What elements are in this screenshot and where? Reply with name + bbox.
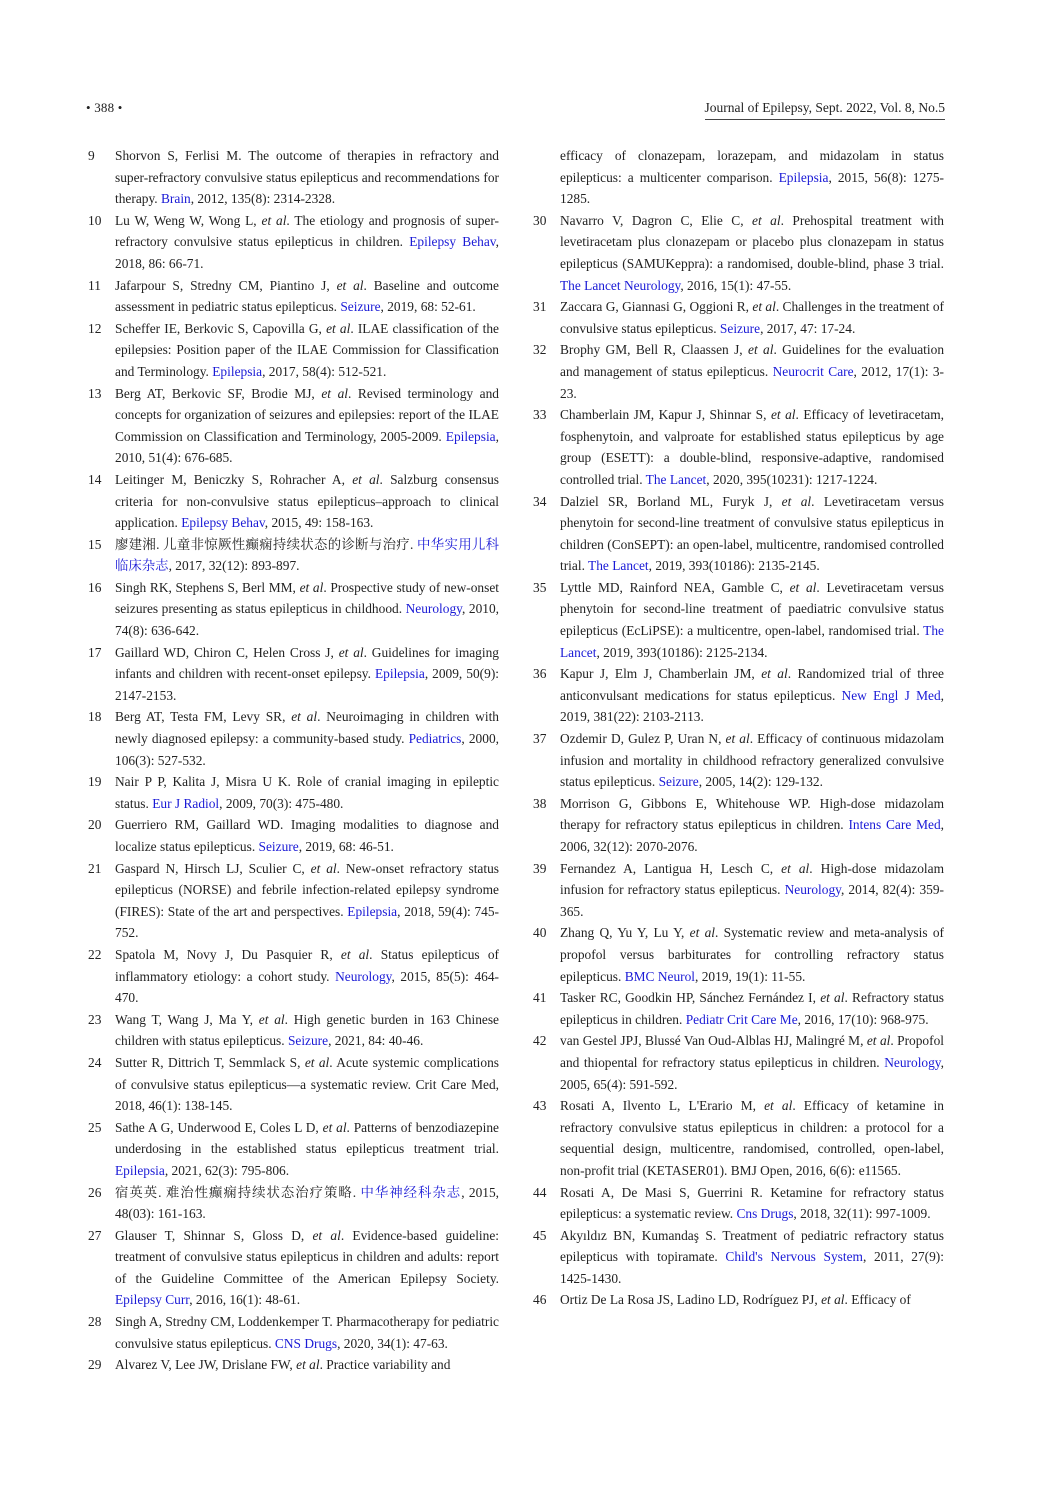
- reference-title: . Efficacy of continuous midazolam infusion and mortality in childhood refractory generalized convulsive status epilepticus.: [560, 731, 944, 790]
- reference-item: [88, 642, 499, 707]
- reference-item: [88, 706, 499, 771]
- reference-citation: , 2016, 15(1): 47-55.: [680, 277, 792, 293]
- reference-number: 22: [88, 946, 102, 962]
- journal-link[interactable]: Neurology: [405, 601, 462, 617]
- reference-title: . High genetic burden in 163 Chinese children with status epilepticus.: [115, 1011, 499, 1049]
- reference-title: . Baseline and outcome assessment in pediatric status epilepticus.: [115, 277, 499, 315]
- reference-authors-title: Jafarpour S, Stredny CM, Piantino J,: [115, 277, 337, 293]
- reference-et-al: et al: [321, 385, 349, 401]
- reference-authors-title: Brophy GM, Bell R, Claassen J,: [560, 342, 749, 358]
- reference-item: [533, 1095, 944, 1181]
- reference-title: . Evidence-based guideline: treatment of convulsive status epilepticus in children and adults: report of the Guideline Committee of the American Epilepsy Society.: [115, 1227, 499, 1286]
- reference-title: . Prehospital treatment with levetiracetam plus clonazepam or placebo plus clonazepam in status epilepticus (SAMUKeppra): a randomised, double-blind, phase 3 trial.: [560, 212, 944, 271]
- reference-citation: , 2019, 393(10186): 2125-2134.: [596, 644, 768, 660]
- reference-item: [88, 1311, 499, 1354]
- reference-authors-title: Morrison G, Gibbons E, Whitehouse WP. High-dose midazolam therapy for refractory status epilepticus in children.: [560, 795, 944, 833]
- reference-item: [88, 858, 499, 944]
- reference-citation: , 2016, 16(1): 48-61.: [189, 1292, 301, 1308]
- reference-number: 18: [88, 709, 102, 725]
- reference-number: 27: [88, 1227, 102, 1243]
- reference-citation: , 2005, 14(2): 129-132.: [698, 774, 823, 790]
- reference-et-al: et al: [752, 212, 781, 228]
- reference-title: . Randomized trial of three anticonvulsant medications for status epilepticus.: [560, 666, 944, 703]
- reference-authors-title: van Gestel JPJ, Blussé Van Oud-Alblas HJ, Malingré M,: [560, 1033, 867, 1049]
- reference-item: [88, 1182, 499, 1225]
- reference-item: [533, 1225, 944, 1290]
- reference-authors-title: Sutter R, Dittrich T, Semmlack S,: [115, 1054, 305, 1070]
- reference-title: . Neuroimaging in children with newly diagnosed epilepsy: a community-based study.: [115, 709, 499, 747]
- reference-citation: , 2012, 135(8): 2314-2328.: [190, 191, 336, 207]
- reference-et-al: et al: [689, 925, 716, 941]
- reference-citation: , 2019, 68: 52-61.: [380, 299, 476, 315]
- journal-link[interactable]: Epilepsy Behav: [409, 234, 496, 250]
- reference-item: [88, 1225, 499, 1311]
- reference-title: . Status epilepticus of inflammatory etiology: a cohort study.: [115, 946, 499, 984]
- reference-number: 24: [88, 1054, 102, 1070]
- journal-link[interactable]: Neurocrit Care: [772, 363, 854, 379]
- reference-et-al: et al: [310, 860, 337, 876]
- reference-number: 42: [533, 1033, 547, 1049]
- reference-title: . Guidelines for the evaluation and management of status epilepticus.: [560, 342, 945, 379]
- reference-number: 15: [88, 536, 102, 552]
- reference-et-al: et al: [748, 342, 774, 358]
- reference-citation: , 2009, 70(3): 475-480.: [219, 795, 344, 811]
- reference-title: . Refractory status epilepticus in children.: [560, 990, 944, 1027]
- reference-item: [533, 922, 944, 987]
- reference-citation: , 2019, 393(10186): 2135-2145.: [648, 558, 820, 574]
- reference-number: 9: [88, 148, 95, 163]
- reference-citation: , 2010, 74(8): 636-642.: [115, 601, 500, 639]
- reference-authors-title: Tasker RC, Goodkin HP, Sánchez Fernández I,: [560, 990, 821, 1006]
- reference-number: 31: [533, 299, 547, 315]
- reference-et-al: et al: [336, 277, 364, 293]
- reference-citation: , 2006, 32(12): 2070-2076.: [560, 817, 945, 854]
- reference-citation: , 2019, 19(1): 11-55.: [695, 968, 806, 984]
- reference-authors-title: Ozdemir D, Gulez P, Uran N,: [560, 731, 726, 747]
- journal-link[interactable]: Neurology: [884, 1054, 941, 1070]
- reference-authors-title: 宿英英. 难治性癫痫持续状态治疗策略.: [115, 1184, 361, 1200]
- reference-title: . Salzburg consensus criteria for non-convulsive status epilepticus–approach to clinical application.: [115, 471, 500, 531]
- reference-number: 16: [88, 579, 102, 595]
- reference-item: [533, 987, 944, 1030]
- reference-number: 21: [88, 860, 102, 876]
- reference-number: 38: [533, 795, 547, 811]
- reference-authors-title: Berg AT, Berkovic SF, Brodie MJ,: [115, 385, 322, 401]
- reference-item: [88, 145, 499, 210]
- reference-citation: , 2005, 65(4): 591-592.: [560, 1054, 944, 1092]
- reference-et-al: et al: [291, 709, 318, 725]
- reference-item: [88, 577, 499, 642]
- reference-number: 37: [533, 731, 547, 747]
- reference-et-al: et al: [781, 860, 810, 876]
- journal-link[interactable]: 中华神经科杂志: [360, 1184, 462, 1200]
- reference-citation: , 2015, 85(5): 464-470.: [115, 968, 499, 1006]
- reference-authors-title: Dalziel SR, Borland ML, Furyk J,: [560, 493, 782, 509]
- reference-citation: , 2020, 34(1): 47-63.: [337, 1335, 448, 1351]
- reference-number: 28: [88, 1314, 102, 1330]
- reference-title: . Prospective study of new-onset seizures presenting as status epilepticus in childhood.: [115, 579, 499, 617]
- journal-link[interactable]: Seizure: [658, 774, 699, 790]
- reference-et-al: et al: [340, 946, 370, 962]
- reference-et-al: et al: [789, 579, 817, 595]
- reference-title: . Propofol and thiopental for refractory status epilepticus in children.: [560, 1033, 944, 1070]
- reference-item: [533, 728, 944, 793]
- reference-authors-title: Lyttle MD, Rainford NEA, Gamble C,: [560, 579, 790, 595]
- reference-authors-title: Leitinger M, Beniczky S, Rohracher A,: [115, 471, 353, 487]
- reference-item: [533, 663, 944, 728]
- reference-number: 33: [533, 407, 547, 423]
- journal-link[interactable]: BMC Neurol: [624, 968, 696, 984]
- reference-item: [533, 145, 944, 210]
- reference-authors-title: Fernandez A, Lantigua H, Lesch C,: [560, 860, 782, 876]
- reference-number: 25: [88, 1119, 102, 1135]
- reference-citation: , 2015, 49: 158-163.: [264, 515, 374, 531]
- reference-authors-title: Ortiz De La Rosa JS, Ladino LD, Rodríguez PJ,: [560, 1292, 822, 1308]
- journal-link[interactable]: Intens Care Med: [848, 817, 941, 833]
- reference-authors-title: Wang T, Wang J, Ma Y,: [115, 1011, 259, 1027]
- reference-citation: , 2015, 48(03): 161-163.: [115, 1184, 500, 1222]
- journal-link[interactable]: The Lancet: [560, 623, 944, 660]
- reference-title: . Efficacy of: [844, 1292, 911, 1308]
- reference-number: 26: [88, 1184, 102, 1200]
- reference-item: [533, 404, 944, 490]
- journal-link[interactable]: Eur J Radiol: [152, 795, 220, 811]
- reference-title: . ILAE classification of the epilepsies: Position paper of the ILAE Commission for Classification and Terminology.: [115, 320, 499, 379]
- reference-title: . Challenges in the treatment of convulsive status epilepticus.: [560, 299, 945, 336]
- reference-item: [88, 318, 499, 383]
- reference-citation: , 2000, 106(3): 527-532.: [115, 731, 499, 768]
- reference-title: . Patterns of benzodiazepine underdosing in the established status epilepticus treatment trial.: [115, 1119, 499, 1157]
- reference-et-al: et al: [326, 320, 351, 336]
- reference-authors-title: Gaillard WD, Chiron C, Helen Cross J,: [115, 644, 339, 660]
- journal-link[interactable]: Epilepsy Curr: [115, 1292, 190, 1308]
- reference-item: [88, 771, 499, 814]
- reference-number: 32: [533, 342, 547, 358]
- journal-link[interactable]: Pediatrics: [408, 731, 462, 747]
- reference-authors-title: Nair P P, Kalita J, Misra U K. Role of cranial imaging in epileptic status.: [115, 774, 499, 811]
- reference-et-al: et al: [725, 731, 750, 747]
- reference-number: 44: [533, 1184, 547, 1200]
- reference-item: [533, 793, 944, 858]
- reference-number: 11: [88, 277, 101, 293]
- reference-citation: , 2021, 84: 40-46.: [328, 1033, 424, 1049]
- reference-citation: , 2014, 82(4): 359-365.: [560, 882, 944, 919]
- reference-authors-title: Sathe A G, Underwood E, Coles L D,: [115, 1119, 323, 1135]
- journal-link[interactable]: New Engl J Med: [841, 687, 941, 703]
- reference-citation: , 2018, 59(4): 745-752.: [115, 903, 499, 941]
- journal-link[interactable]: Epilepsia: [115, 1162, 165, 1178]
- reference-number: 17: [88, 644, 102, 660]
- reference-item: [88, 383, 499, 469]
- reference-item: [88, 944, 499, 1009]
- journal-link[interactable]: Child's Nervous System: [725, 1249, 863, 1265]
- reference-et-al: et al: [261, 212, 287, 228]
- reference-citation: , 2015, 56(8): 1275-1285.: [560, 169, 944, 207]
- reference-title: . Guidelines for imaging infants and children with recent-onset epilepsy.: [115, 644, 499, 682]
- reference-et-al: et al: [761, 666, 788, 682]
- reference-number: 29: [88, 1357, 102, 1373]
- reference-et-al: et al: [781, 493, 812, 509]
- journal-link[interactable]: Neurology: [784, 882, 841, 898]
- journal-link[interactable]: 中华实用儿科临床杂志: [115, 536, 500, 574]
- journal-link[interactable]: Brain: [160, 191, 191, 207]
- journal-link[interactable]: Epilepsia: [778, 169, 829, 185]
- reference-number: 23: [88, 1011, 102, 1027]
- reference-authors-title: Navarro V, Dagron C, Elie C,: [560, 212, 753, 228]
- reference-citation: , 2009, 50(9): 2147-2153.: [115, 666, 500, 703]
- reference-title: . Acute systemic complications of convulsive status epilepticus—a systematic review. Crit Care Med, 2018, 46(1): 138-145.: [115, 1054, 499, 1114]
- reference-authors-title: Zhang Q, Yu Y, Lu Y,: [560, 925, 690, 941]
- reference-authors-title: Singh RK, Stephens S, Berl MM,: [115, 579, 300, 595]
- journal-link[interactable]: Pediatr Crit Care Me: [685, 1011, 798, 1027]
- journal-header: Journal of Epilepsy, Sept. 2022, Vol. 8, No.5: [705, 100, 946, 120]
- reference-column-left: [88, 145, 499, 1376]
- reference-title: . Levetiracetam versus phenytoin for second-line treatment of convulsive status epilepticus in children (ConSEPT): an open-label, multicentre, randomised controlled trial.: [560, 493, 944, 574]
- reference-authors-title: Rosati A, De Masi S, Guerrini R. Ketamine for refractory status epilepticus: a systematic review.: [560, 1184, 944, 1222]
- reference-authors-title: Glauser T, Shinnar S, Gloss D,: [115, 1227, 313, 1243]
- reference-number: 10: [88, 212, 102, 228]
- reference-citation: , 2010, 51(4): 676-685.: [115, 428, 499, 466]
- journal-link[interactable]: The Lancet: [588, 558, 649, 574]
- reference-title: . Levetiracetam versus phenytoin for second-line treatment of paediatric convulsive status epilepticus (EcLiPSE): a multicentre, open-label, randomised trial.: [560, 579, 944, 639]
- reference-item: [533, 339, 944, 404]
- journal-link[interactable]: Neurology: [335, 968, 392, 984]
- reference-authors-title: Lu W, Weng W, Wong L,: [115, 212, 262, 228]
- journal-link[interactable]: CNS Drugs: [274, 1335, 338, 1351]
- reference-et-al: et al: [866, 1033, 891, 1049]
- reference-title: . Efficacy of ketamine in refractory convulsive status epilepticus in children: a protocol for a sequential design, multicentre, randomised, controlled, open-label, non-profit trial (KETASER01). BMJ Open, 2016, 6(6): e11565.: [560, 1098, 944, 1178]
- reference-authors-title: Scheffer IE, Berkovic S, Capovilla G,: [115, 320, 327, 336]
- reference-et-al: et al: [338, 644, 364, 660]
- journal-link[interactable]: Epilepsia: [374, 666, 425, 682]
- reference-number: 43: [533, 1098, 547, 1114]
- reference-authors-title: Spatola M, Novy J, Du Pasquier R,: [115, 946, 341, 962]
- reference-et-al: et al: [821, 1292, 845, 1308]
- reference-citation: , 2017, 47: 17-24.: [760, 320, 856, 336]
- reference-citation: , 2016, 17(10): 968-975.: [797, 1011, 929, 1027]
- reference-authors-title: Zaccara G, Giannasi G, Oggioni R,: [560, 299, 753, 315]
- reference-authors-title: Shorvon S, Ferlisi M. The outcome of therapies in refractory and super-refractory convulsive status epilepticus and recommendations for therapy.: [115, 148, 499, 207]
- reference-et-al: et al: [764, 1098, 793, 1114]
- reference-number: 13: [88, 385, 102, 401]
- reference-authors-title: Chamberlain JM, Kapur J, Shinnar S,: [560, 407, 771, 423]
- reference-item: [533, 296, 944, 339]
- reference-authors-title: Berg AT, Testa FM, Levy SR,: [115, 709, 292, 725]
- reference-item: [533, 1182, 944, 1225]
- reference-et-al: et al: [258, 1011, 285, 1027]
- reference-authors-title: efficacy of clonazepam, lorazepam, and midazolam in status epilepticus: a multicenter comparison.: [560, 148, 944, 185]
- reference-item: [533, 1030, 944, 1095]
- journal-link[interactable]: Seizure: [258, 839, 299, 854]
- reference-item: [88, 814, 499, 857]
- reference-et-al: et al: [820, 990, 845, 1006]
- reference-item: [88, 1117, 499, 1182]
- reference-citation: , 2018, 86: 66-71.: [115, 234, 499, 271]
- reference-item: [88, 1009, 499, 1052]
- journal-link[interactable]: Seizure: [719, 320, 761, 336]
- journal-link[interactable]: Seizure: [287, 1033, 329, 1049]
- reference-title: . Revised terminology and concepts for organization of seizures and epilepsies: report of the ILAE Commission on Classification and Terminology, 2005-2009.: [115, 385, 500, 444]
- reference-item: [88, 275, 499, 318]
- reference-number: 36: [533, 666, 547, 682]
- journal-link[interactable]: The Lancet Neurology: [560, 277, 681, 293]
- reference-item: [88, 469, 499, 534]
- reference-citation: , 2020, 395(10231): 1217-1224.: [706, 471, 878, 487]
- reference-title: . Efficacy of levetiracetam, fosphenytoin, and valproate for established status epilepticus by age group (ESETT): a double-blind, responsive-adaptive, randomised controlled trial.: [560, 407, 944, 487]
- reference-authors-title: 廖建湘. 儿童非惊厥性癫痫持续状态的诊断与治疗.: [115, 536, 418, 552]
- reference-et-al: et al: [770, 407, 796, 423]
- reference-item: [533, 210, 944, 296]
- reference-number: 45: [533, 1227, 547, 1243]
- reference-number: 41: [533, 990, 547, 1006]
- reference-citation: , 2021, 62(3): 795-806.: [164, 1162, 290, 1178]
- reference-item: [88, 1354, 499, 1376]
- journal-link[interactable]: The Lancet: [645, 471, 707, 487]
- reference-et-al: et al: [304, 1054, 330, 1070]
- journal-link[interactable]: Cns Drugs: [736, 1206, 794, 1222]
- reference-title: . The etiology and prognosis of super-refractory convulsive status epilepticus in children.: [115, 212, 499, 250]
- reference-number: 39: [533, 860, 547, 876]
- reference-title: . High-dose midazolam infusion for refractory status epilepticus.: [560, 860, 944, 898]
- reference-item: [88, 1052, 499, 1117]
- reference-number: 19: [88, 774, 102, 790]
- reference-title: . Practice variability and: [319, 1357, 451, 1373]
- reference-citation: , 2017, 32(12): 893-897.: [168, 558, 300, 574]
- reference-authors-title: Guerriero RM, Gaillard WD. Imaging modalities to diagnose and localize status epilepticus.: [115, 817, 499, 854]
- journal-link[interactable]: Epilepsia: [212, 363, 263, 379]
- reference-et-al: et al: [296, 1357, 320, 1373]
- reference-number: 20: [88, 817, 102, 833]
- reference-authors-title: Akyıldız BN, Kumandaş S. Treatment of pediatric refractory status epilepticus with topiramate.: [560, 1227, 944, 1265]
- journal-link[interactable]: Seizure: [340, 299, 381, 315]
- reference-item: [533, 858, 944, 923]
- reference-citation: , 2019, 381(22): 2103-2113.: [560, 687, 944, 725]
- reference-citation: , 2019, 68: 46-51.: [298, 839, 394, 854]
- reference-citation: , 2011, 27(9): 1425-1430.: [560, 1249, 944, 1286]
- reference-et-al: et al: [312, 1227, 341, 1243]
- reference-item: [533, 491, 944, 577]
- reference-citation: , 2012, 17(1): 3-23.: [560, 363, 944, 401]
- journal-link[interactable]: Epilepsy Behav: [181, 515, 265, 531]
- reference-item: [88, 210, 499, 275]
- reference-authors-title: Alvarez V, Lee JW, Drislane FW,: [115, 1357, 297, 1373]
- reference-authors-title: Gaspard N, Hirsch LJ, Sculier C,: [115, 860, 311, 876]
- reference-number: 46: [533, 1292, 547, 1308]
- reference-item: [88, 534, 499, 577]
- reference-title: . New-onset refractory status epilepticus (NORSE) and febrile infection-related epilepsy syndrome (FIRES): State of the art and perspectives.: [115, 860, 499, 919]
- reference-number: 40: [533, 925, 547, 941]
- reference-number: 35: [533, 579, 547, 595]
- reference-number: 14: [88, 471, 102, 487]
- page-number: • 388 •: [86, 100, 123, 115]
- journal-link[interactable]: Epilepsia: [347, 903, 398, 919]
- reference-number: 12: [88, 320, 102, 336]
- reference-item: [533, 1289, 944, 1311]
- reference-citation: , 2018, 32(11): 997-1009.: [793, 1206, 931, 1222]
- reference-authors-title: Singh A, Stredny CM, Loddenkemper T. Pharmacotherapy for pediatric convulsive status epilepticus.: [115, 1314, 499, 1351]
- reference-authors-title: Rosati A, Ilvento L, L'Erario M,: [560, 1098, 765, 1114]
- reference-et-al: et al: [322, 1119, 347, 1135]
- reference-et-al: et al: [752, 299, 776, 315]
- reference-title: . Systematic review and meta-analysis of propofol versus barbiturates for controlling refractory status epilepticus.: [560, 925, 944, 984]
- reference-column-right: [533, 145, 944, 1311]
- reference-citation: , 2017, 58(4): 512-521.: [262, 363, 387, 379]
- reference-number: 34: [533, 493, 547, 509]
- reference-et-al: et al: [299, 579, 324, 595]
- reference-authors-title: Kapur J, Elm J, Chamberlain JM,: [560, 666, 762, 682]
- journal-link[interactable]: Epilepsia: [445, 428, 496, 444]
- reference-et-al: et al: [352, 471, 380, 487]
- reference-item: [533, 577, 944, 663]
- reference-number: 30: [533, 212, 547, 228]
